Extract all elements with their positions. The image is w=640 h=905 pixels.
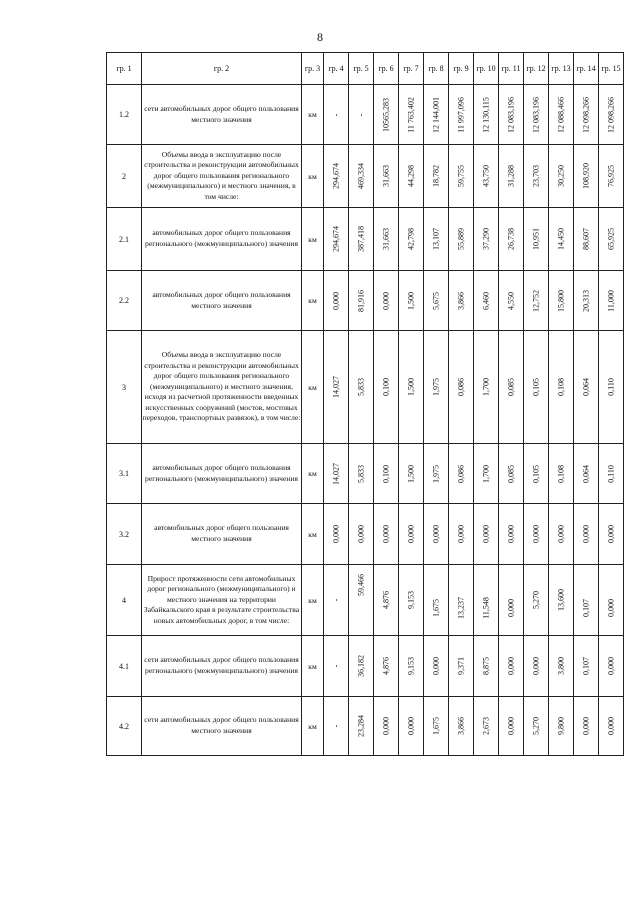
row-unit: км (302, 444, 324, 504)
table-row (107, 565, 624, 636)
value-cell: 0,108 (549, 444, 574, 504)
value-cell: 0,000 (374, 697, 399, 756)
header-cell: гр. 4 (324, 53, 349, 85)
value-cell: 8,875 (474, 636, 499, 697)
value-cell: 0,000 (424, 636, 449, 697)
row-unit: км (302, 85, 324, 145)
value-cell: 36,182 (349, 636, 374, 697)
value-cell: 0,000 (599, 697, 624, 756)
value-cell: 88,607 (574, 208, 599, 271)
value-cell: 0,000 (574, 504, 599, 565)
row-number: 3 (107, 331, 142, 444)
header-cell: гр. 14 (574, 53, 599, 85)
value-cell: 12 144,001 (424, 85, 449, 145)
value-cell: 65,925 (599, 208, 624, 271)
value-cell: 1,675 (424, 697, 449, 756)
value-cell: - (324, 565, 349, 636)
value-cell: 3,800 (549, 636, 574, 697)
value-cell: 0,064 (574, 331, 599, 444)
value-cell: 0,108 (549, 331, 574, 444)
value-cell: 0,000 (599, 565, 624, 636)
value-cell: 23,284 (349, 697, 374, 756)
value-cell: 12,752 (524, 271, 549, 331)
value-cell: 0,105 (524, 444, 549, 504)
row-unit: км (302, 565, 324, 636)
page-number: 8 (317, 30, 323, 44)
value-cell: 0,000 (374, 504, 399, 565)
table-row (107, 145, 624, 208)
value-cell: 30,250 (549, 145, 574, 208)
table-row (107, 208, 624, 271)
value-cell: 0,000 (349, 504, 374, 565)
value-cell: 12 130,115 (474, 85, 499, 145)
header-row (107, 53, 624, 85)
header-cell: гр. 8 (424, 53, 449, 85)
value-cell: 1,975 (424, 331, 449, 444)
value-cell: - (324, 636, 349, 697)
row-description: сети автомобильных дорог общего пользования регионального (межмуниципального) значения (142, 636, 302, 697)
row-number: 3.2 (107, 504, 142, 565)
value-cell: 5,675 (424, 271, 449, 331)
value-cell: 12 098,266 (574, 85, 599, 145)
value-cell: 13,600 (549, 565, 574, 636)
table-row (107, 271, 624, 331)
header-cell: гр. 10 (474, 53, 499, 85)
row-unit: км (302, 636, 324, 697)
value-cell: 4,876 (374, 636, 399, 697)
value-cell: 11 763,402 (399, 85, 424, 145)
value-cell: 1,675 (424, 565, 449, 636)
value-cell: 0,107 (574, 565, 599, 636)
value-cell: 31,663 (374, 145, 399, 208)
value-cell: - (324, 85, 349, 145)
value-cell: 0,000 (599, 636, 624, 697)
value-cell: 59,755 (449, 145, 474, 208)
value-cell: 18,782 (424, 145, 449, 208)
value-cell: 0,107 (574, 636, 599, 697)
value-cell: 0,000 (424, 504, 449, 565)
header-cell: гр. 5 (349, 53, 374, 85)
value-cell: 5,833 (349, 444, 374, 504)
value-cell: 0,000 (324, 504, 349, 565)
value-cell: 11,000 (599, 271, 624, 331)
value-cell: 14,027 (324, 331, 349, 444)
row-number: 4.2 (107, 697, 142, 756)
value-cell: 26,738 (499, 208, 524, 271)
value-cell: 0,000 (574, 697, 599, 756)
value-cell: 10565,283 (374, 85, 399, 145)
row-number: 4.1 (107, 636, 142, 697)
value-cell: - (324, 697, 349, 756)
value-cell: 0,100 (374, 331, 399, 444)
table-row (107, 85, 624, 145)
value-cell: 55,889 (449, 208, 474, 271)
value-cell: 0,086 (449, 331, 474, 444)
row-unit: км (302, 208, 324, 271)
value-cell: - (349, 85, 374, 145)
value-cell: 6,460 (474, 271, 499, 331)
value-cell: 0,086 (449, 444, 474, 504)
value-cell: 37,290 (474, 208, 499, 271)
value-cell: 387,418 (349, 208, 374, 271)
value-cell: 44,298 (399, 145, 424, 208)
row-number: 3.1 (107, 444, 142, 504)
value-cell: 0,000 (399, 697, 424, 756)
value-cell: 4,876 (374, 565, 399, 636)
value-cell: 0,105 (524, 331, 549, 444)
value-cell: 81,916 (349, 271, 374, 331)
value-cell: 31,288 (499, 145, 524, 208)
value-cell: 5,270 (524, 697, 549, 756)
row-unit: км (302, 331, 324, 444)
header-cell: гр. 7 (399, 53, 424, 85)
value-cell: 1,500 (399, 331, 424, 444)
value-cell: 12 083,196 (524, 85, 549, 145)
data-table (106, 52, 624, 756)
value-cell: 3,866 (449, 697, 474, 756)
row-unit: км (302, 271, 324, 331)
row-number: 4 (107, 565, 142, 636)
table-row (107, 444, 624, 504)
value-cell: 0,000 (474, 504, 499, 565)
value-cell: 0,000 (524, 636, 549, 697)
row-unit: км (302, 697, 324, 756)
row-unit: км (302, 504, 324, 565)
value-cell: 0,085 (499, 331, 524, 444)
value-cell: 31,663 (374, 208, 399, 271)
value-cell: 0,000 (374, 271, 399, 331)
value-cell: 0,000 (499, 636, 524, 697)
table-row (107, 331, 624, 444)
value-cell: 12 088,466 (549, 85, 574, 145)
header-cell: гр. 6 (374, 53, 399, 85)
table-row (107, 636, 624, 697)
value-cell: 23,703 (524, 145, 549, 208)
value-cell: 0,000 (399, 504, 424, 565)
value-cell: 15,800 (549, 271, 574, 331)
value-cell: 5,270 (524, 565, 549, 636)
value-cell: 9,153 (399, 636, 424, 697)
row-description: автомобильных дорог общего пользования местного значения (142, 271, 302, 331)
row-description: сети автомобильных дорог общего пользования местного значения (142, 85, 302, 145)
value-cell: 3,866 (449, 271, 474, 331)
value-cell: 0,000 (599, 504, 624, 565)
header-cell: гр. 9 (449, 53, 474, 85)
value-cell: 10,951 (524, 208, 549, 271)
value-cell: 13,237 (449, 565, 474, 636)
value-cell: 13,107 (424, 208, 449, 271)
row-number: 1.2 (107, 85, 142, 145)
value-cell: 11,548 (474, 565, 499, 636)
value-cell: 11 997,096 (449, 85, 474, 145)
row-unit: км (302, 145, 324, 208)
value-cell: 294,674 (324, 145, 349, 208)
value-cell: 108,920 (574, 145, 599, 208)
value-cell: 0,064 (574, 444, 599, 504)
value-cell: 0,085 (499, 444, 524, 504)
row-number: 2 (107, 145, 142, 208)
header-cell: гр. 13 (549, 53, 574, 85)
value-cell: 0,110 (599, 331, 624, 444)
row-description: автомобильных дорог общего пользования регионального (межмуниципального) значения (142, 208, 302, 271)
value-cell: 0,000 (449, 504, 474, 565)
value-cell: 0,100 (374, 444, 399, 504)
value-cell: 0,000 (549, 504, 574, 565)
value-cell: 9,371 (449, 636, 474, 697)
header-cell: гр. 2 (142, 53, 302, 85)
value-cell: 0,000 (524, 504, 549, 565)
value-cell: 1,500 (399, 444, 424, 504)
value-cell: 2,673 (474, 697, 499, 756)
value-cell: 0,110 (599, 444, 624, 504)
value-cell: 0,000 (324, 271, 349, 331)
value-cell: 42,798 (399, 208, 424, 271)
value-cell: 294,674 (324, 208, 349, 271)
header-cell: гр. 3 (302, 53, 324, 85)
header-cell: гр. 11 (499, 53, 524, 85)
value-cell: 0,000 (499, 697, 524, 756)
row-number: 2.2 (107, 271, 142, 331)
value-cell: 4,550 (499, 271, 524, 331)
value-cell: 5,833 (349, 331, 374, 444)
value-cell: 9,153 (399, 565, 424, 636)
row-description: сети автомобильных дорог общего пользования местного значения (142, 697, 302, 756)
value-cell: 59,466 (349, 565, 374, 636)
row-description: Прирост протяженности сети автомобильных дорог регионального (межмуниципального) и местного значения на территории Забайкальского края в результате строительства новых автомобильных дорог, в том числе: (142, 565, 302, 636)
value-cell: 0,000 (499, 504, 524, 565)
row-description: автомобильных дорог общего пользования регионального (межмуниципального) значения (142, 444, 302, 504)
table-row (107, 504, 624, 565)
row-description: Объемы ввода в эксплуатацию после строительства и реконструкции автомобильных дорог общего пользования регионального (межмуниципального) и местного значения, исходя из расчетной протяженности введенных искусственных сооружений (мостов, мостовых переходов, транспортных развязок), в том числе: (142, 331, 302, 444)
table-row (107, 697, 624, 756)
row-number: 2.1 (107, 208, 142, 271)
row-description: Объемы ввода в эксплуатацию после строительства и реконструкции автомобильных дорог общего пользования регионального (межмуниципального) и местного значения, в том числе: (142, 145, 302, 208)
value-cell: 1,700 (474, 444, 499, 504)
value-cell: 1,500 (399, 271, 424, 331)
value-cell: 43,750 (474, 145, 499, 208)
header-cell: гр. 1 (107, 53, 142, 85)
value-cell: 12 098,266 (599, 85, 624, 145)
value-cell: 469,334 (349, 145, 374, 208)
value-cell: 0,000 (499, 565, 524, 636)
value-cell: 12 083,196 (499, 85, 524, 145)
header-cell: гр. 12 (524, 53, 549, 85)
value-cell: 14,027 (324, 444, 349, 504)
header-cell: гр. 15 (599, 53, 624, 85)
value-cell: 9,800 (549, 697, 574, 756)
value-cell: 20,313 (574, 271, 599, 331)
row-description: автомобильных дорог общего пользоания местного значения (142, 504, 302, 565)
value-cell: 14,450 (549, 208, 574, 271)
value-cell: 1,700 (474, 331, 499, 444)
value-cell: 1,975 (424, 444, 449, 504)
value-cell: 76,925 (599, 145, 624, 208)
